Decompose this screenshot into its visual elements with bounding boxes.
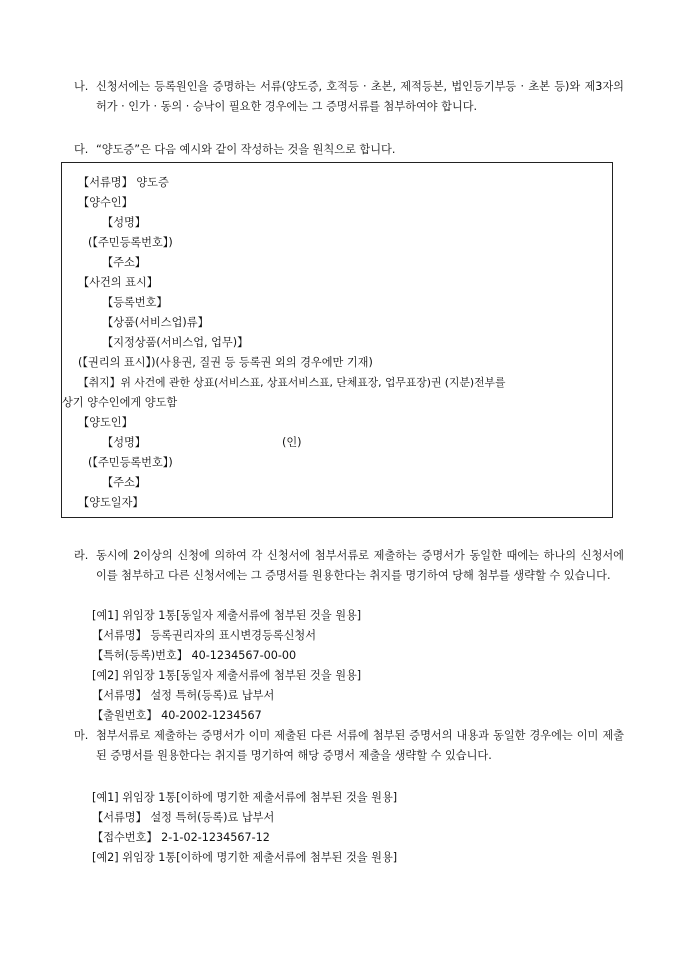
ma-example-line: 【접수번호】 2-1-02-1234567-12	[92, 831, 270, 844]
section-da-label: 다.	[74, 143, 89, 156]
section-ra-label: 라.	[74, 549, 89, 562]
box-line: 【양도인】	[78, 416, 133, 429]
ra-example-line: [예2] 위임장 1통[동일자 제출서류에 첨부된 것을 원용]	[92, 669, 362, 682]
ma-example-line: 【서류명】 설정 특허(등록)료 납부서	[92, 811, 275, 824]
section-ma	[74, 726, 624, 766]
section-na-text: 신청서에는 등록원인을 증명하는 서류(양도증, 호적등 · 초본, 제적등본, 법인등기부등 · 초본 등)와 제3자의 허가 · 인가 · 동의 · 승낙이 필요한 경우에는 그 증명서류를 첨부하여야 합니다.	[96, 80, 624, 113]
section-ma-text: 첨부서류로 제출하는 증명서가 이미 제출된 다른 서류에 첨부된 증명서의 내용과 동일한 경우에는 이미 제출된 증명서를 원용한다는 취지를 명기하여 해당 증명서 제출을 생략할 수 있습니다.	[96, 729, 624, 762]
section-na	[74, 77, 624, 117]
section-da	[74, 140, 624, 160]
box-line: (【주민등록번호】)	[88, 456, 173, 469]
ra-example-line: 【특허(등록)번호】 40-1234567-00-00	[92, 649, 297, 662]
transfer-deed-example-box	[61, 162, 613, 518]
box-line: 【양수인】	[78, 196, 133, 209]
box-line: 【서류명】 양도증	[78, 176, 169, 189]
box-line: 【성명】	[102, 436, 146, 449]
ra-example-line: [예1] 위임장 1통[동일자 제출서류에 첨부된 것을 원용]	[92, 609, 362, 622]
ma-example-line: [예1] 위임장 1통[이하에 명기한 제출서류에 첨부된 것을 원용]	[92, 791, 398, 804]
section-ra-text: 동시에 2이상의 신청에 의하여 각 신청서에 첨부서류로 제출하는 증명서가 동일한 때에는 하나의 신청서에 이를 첨부하고 다른 신청서에는 그 증명서를 원용한다는 취지를 명기하여 당해 첨부를 생략할 수 있습니다.	[96, 549, 624, 582]
section-na-label: 나.	[74, 80, 89, 93]
box-line: 【취지】위 사건에 관한 상표(서비스표, 상표서비스표, 단체표장, 업무표장)권 (지분)전부를	[78, 376, 506, 389]
box-line: 【성명】	[102, 216, 146, 229]
ra-example-line: 【출원번호】 40-2002-1234567	[92, 709, 262, 722]
ra-example-line: 【서류명】 등록권리자의 표시변경등록신청서	[92, 629, 317, 642]
section-da-text: “양도증”은 다음 예시와 같이 작성하는 것을 원칙으로 합니다.	[96, 143, 396, 156]
ra-example-line: 【서류명】 설정 특허(등록)료 납부서	[92, 689, 275, 702]
box-line: (【주민등록번호】)	[88, 236, 173, 249]
box-line: 【등록번호】	[102, 296, 168, 309]
seal-mark: (인)	[282, 436, 302, 449]
section-ra	[74, 546, 624, 586]
box-line: 【사건의 표시】	[78, 276, 158, 289]
section-ma-label: 마.	[74, 729, 89, 742]
box-line: 【양도일자】	[78, 496, 144, 509]
ma-example-line: [예2] 위임장 1통[이하에 명기한 제출서류에 첨부된 것을 원용]	[92, 851, 398, 864]
box-line: 【주소】	[102, 476, 146, 489]
box-line: 【상품(서비스업)류】	[102, 316, 209, 329]
box-line: 【지정상품(서비스업, 업무)】	[102, 336, 249, 349]
box-line: (【권리의 표시】)(사용권, 질권 등 등록권 외의 경우에만 기재)	[78, 356, 373, 369]
box-line: 【주소】	[102, 256, 146, 269]
box-line: 상기 양수인에게 양도함	[62, 396, 178, 409]
